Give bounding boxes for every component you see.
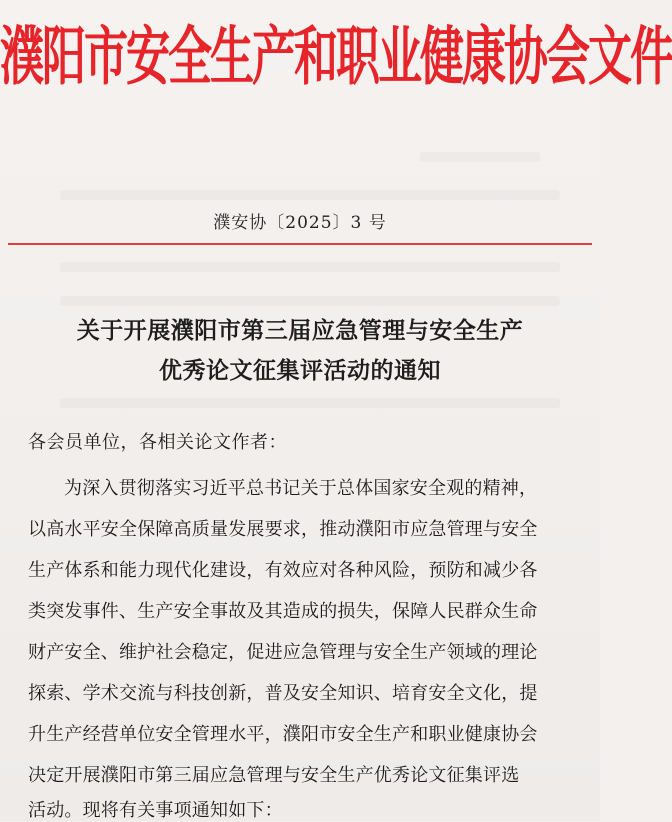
red-header-title: 濮阳市安全生产和职业健康协会文件 xyxy=(0,20,672,95)
body-text-line: 以高水平安全保障高质量发展要求，推动濮阳市应急管理与安全 xyxy=(28,519,538,540)
body-text-line: 为深入贯彻落实习近平总书记关于总体国家安全观的精神， xyxy=(64,478,538,499)
show-through-mark xyxy=(60,296,560,306)
notice-title-line-1: 关于开展濮阳市第三届应急管理与安全生产 xyxy=(76,318,524,344)
body-text-line: 升生产经营单位安全管理水平，濮阳市安全生产和职业健康协会 xyxy=(28,724,538,745)
red-divider-line xyxy=(8,243,592,245)
body-text-line: 财产安全、维护社会稳定，促进应急管理与安全生产领域的理论 xyxy=(28,642,538,663)
document-number: 濮安协〔2025〕3 号 xyxy=(213,213,387,233)
body-text-line: 探索、学术交流与科技创新，普及安全知识、培育安全文化，提 xyxy=(28,683,538,704)
show-through-mark xyxy=(420,152,540,162)
body-text-line: 活动。现将有关事项通知如下： xyxy=(28,800,283,821)
body-text-line: 决定开展濮阳市第三届应急管理与安全生产优秀论文征集评选 xyxy=(28,765,520,786)
show-through-mark xyxy=(60,262,560,272)
body-text-line: 生产体系和能力现代化建设，有效应对各种风险，预防和减少各 xyxy=(28,560,538,581)
show-through-mark xyxy=(60,398,560,408)
notice-title-line-2: 优秀论文征集评活动的通知 xyxy=(159,358,441,384)
show-through-mark xyxy=(60,190,560,200)
salutation: 各会员单位，各相关论文作者： xyxy=(28,432,287,453)
body-text-line: 类突发事件、生产安全事故及其造成的损失，保障人民群众生命 xyxy=(28,601,538,622)
